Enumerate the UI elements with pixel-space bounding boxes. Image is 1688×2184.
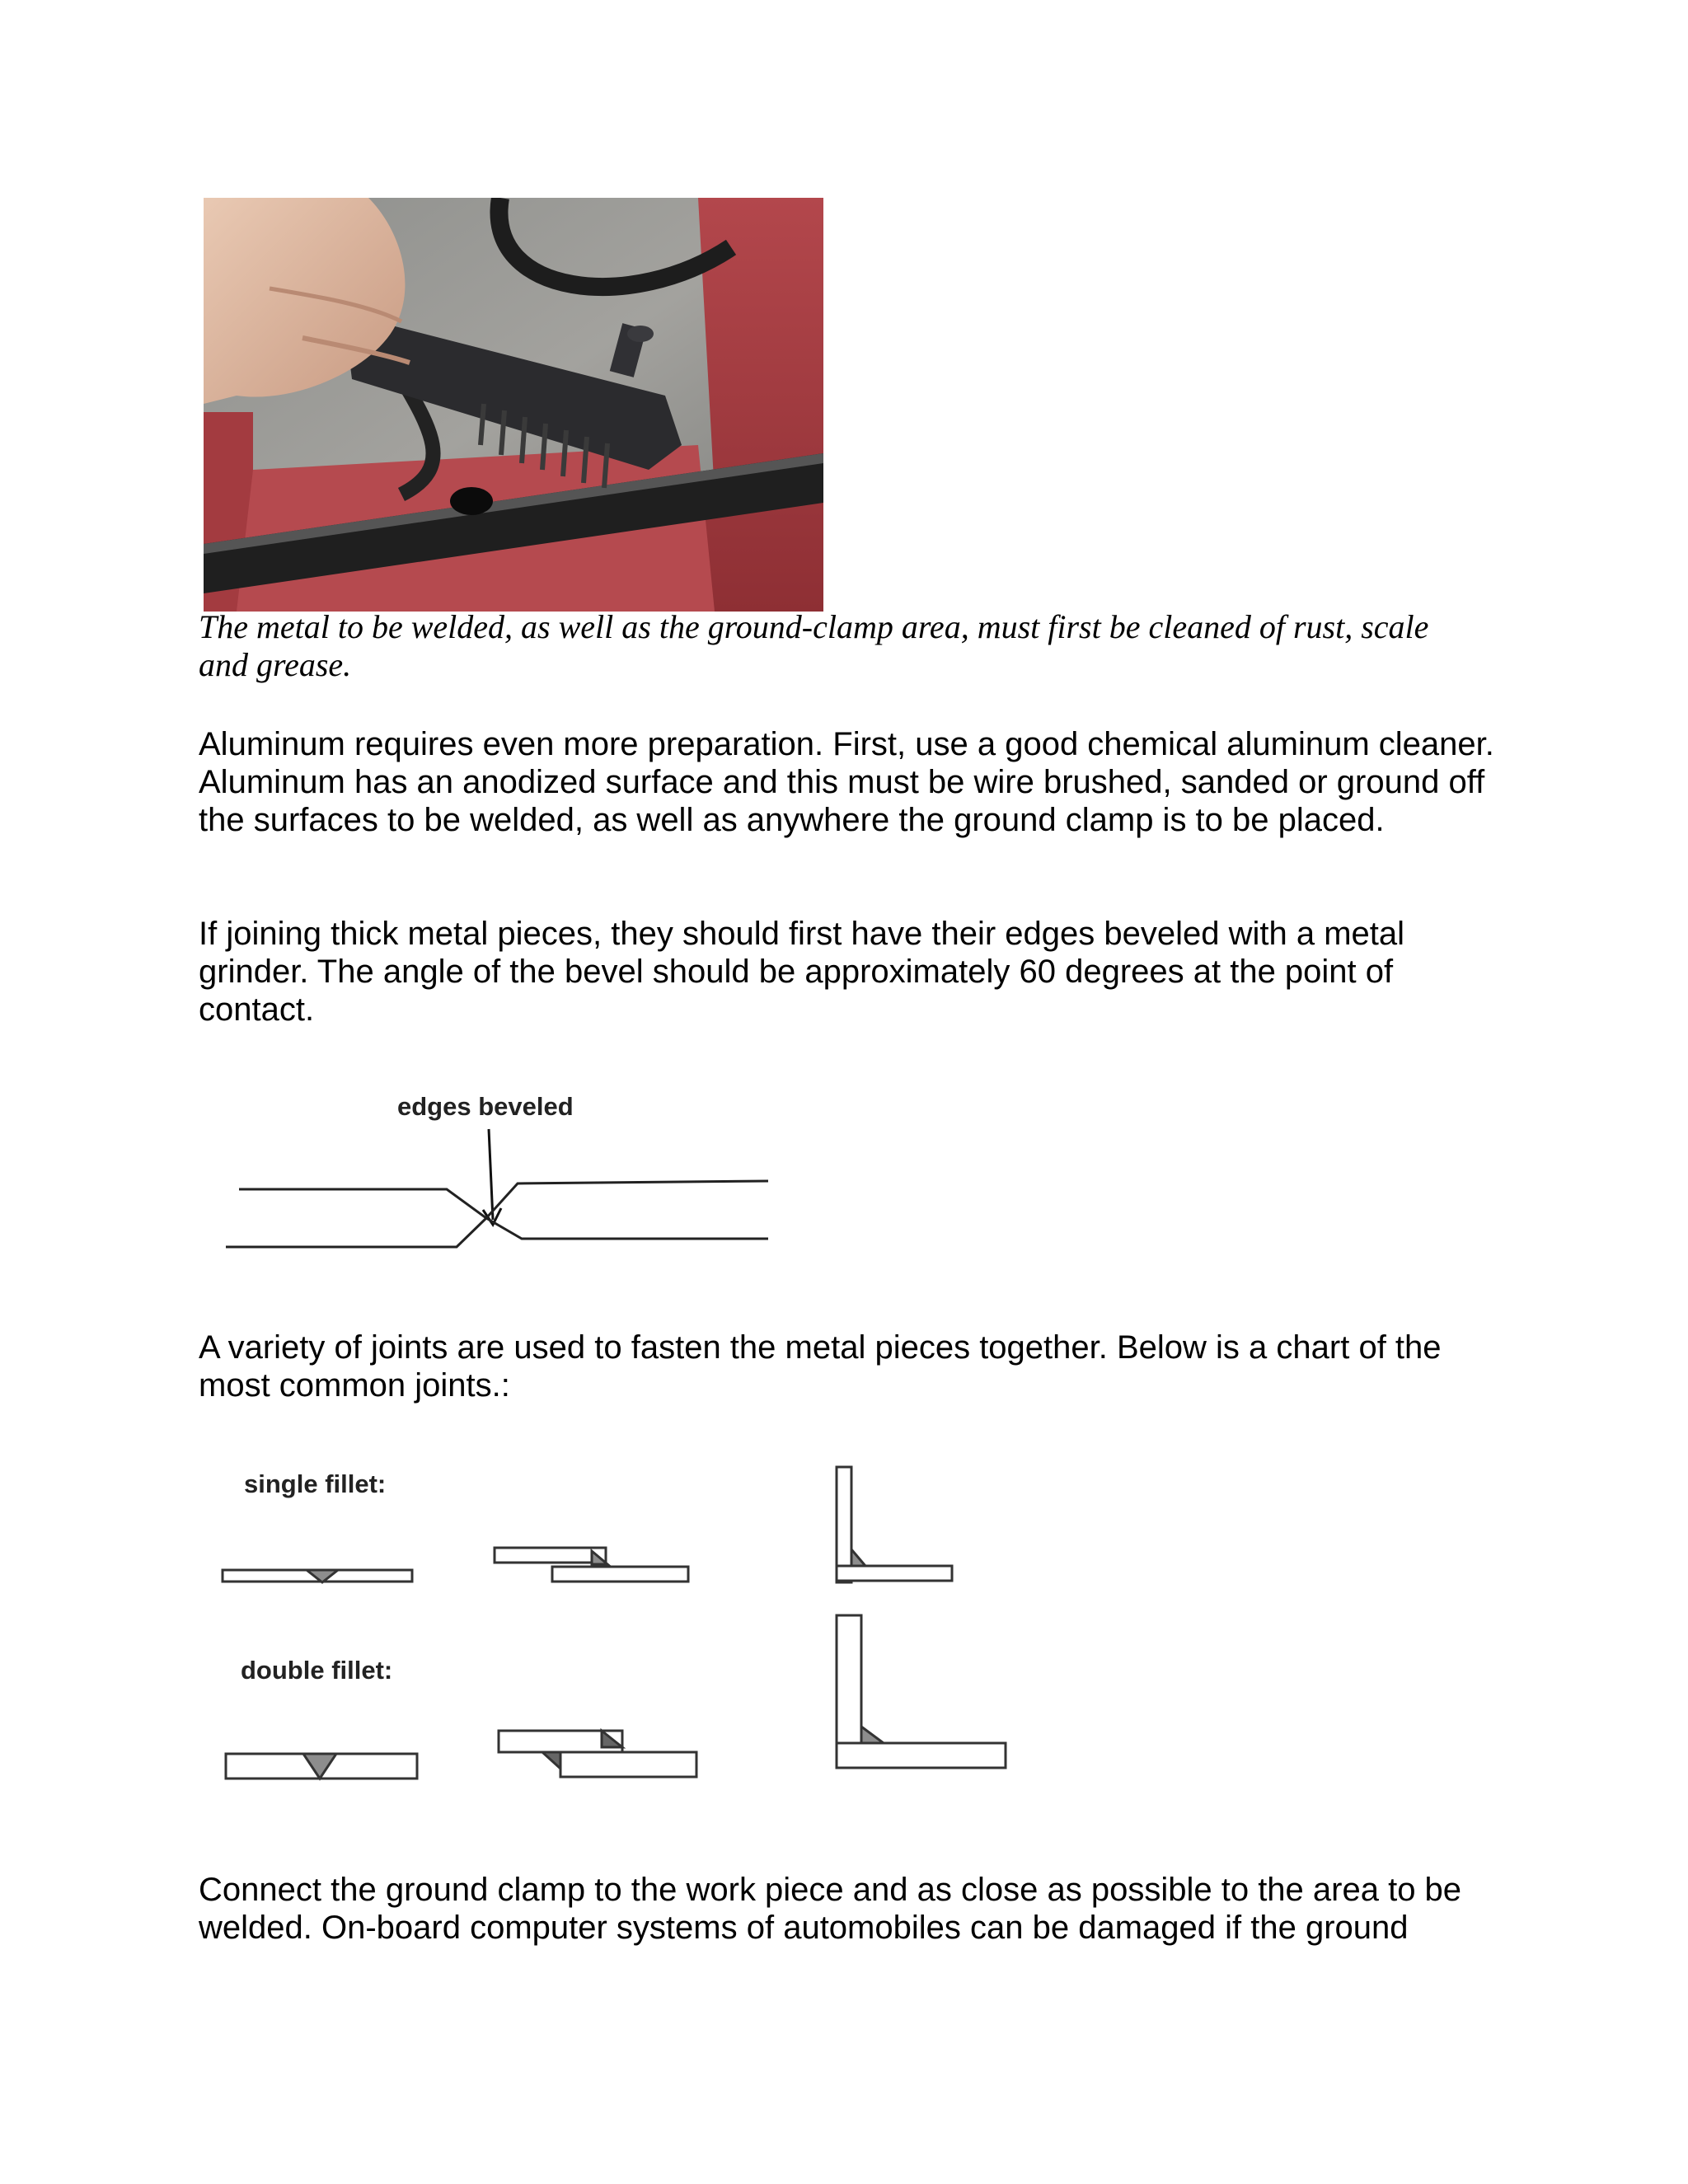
photo-caption: The metal to be welded, as well as the ground-clamp area, must first be cleaned of rust, scale and grease. [199, 608, 1429, 683]
paragraph-bevel: If joining thick metal pieces, they should first have their edges beveled with a metal grinder. The angle of the bevel should be approximately 60 degrees at the point of contact. [199, 916, 1405, 1028]
bevel-diagram [214, 1071, 824, 1261]
paragraph-ground-clamp: Connect the ground clamp to the work piece and as close as possible to the area to be welded. On-board computer systems of automobiles can be damaged if the ground [199, 1872, 1462, 1946]
single-fillet-label: single fillet: [244, 1469, 387, 1498]
double-fillet-label: double fillet: [241, 1656, 393, 1685]
paragraph-joints: A variety of joints are used to fasten the metal pieces together. Below is a chart of the most common joints.: [199, 1329, 1442, 1404]
bevel-label: edges beveled [397, 1092, 574, 1121]
paragraph-aluminum: Aluminum requires even more preparation. First, use a good chemical aluminum cleaner. Aluminum has an anodized surface and this must be wire brushed, sanded or ground off the surfaces to be welded, as well as anywhere the ground clamp is to be placed. [199, 726, 1494, 838]
wire-brush-cleaning-photo [204, 198, 823, 612]
weld-joints-diagram [206, 1451, 1030, 1797]
